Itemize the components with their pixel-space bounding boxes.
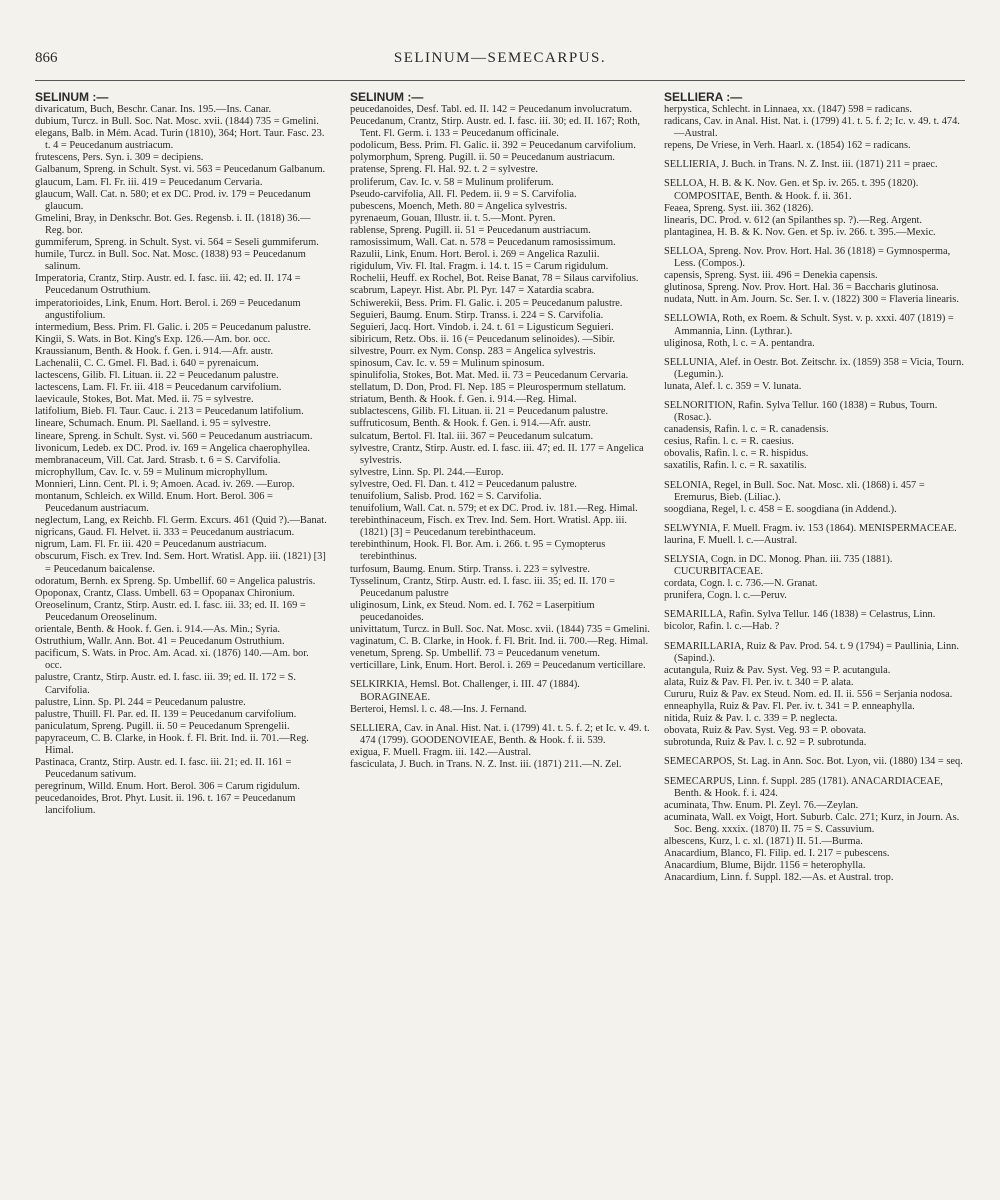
section-heading: SELLIERA :—: [664, 91, 743, 104]
index-entry: Seguieri, Baumg. Enum. Stirp. Transs. i. 224 = S. Carvifolia.: [350, 309, 604, 321]
index-entry: nigricans, Gaud. Fl. Helvet. ii. 333 = Peucedanum austriacum.: [35, 527, 295, 539]
index-entry: Gmelini, Bray, in Denkschr. Bot. Ges. Regensb. i. II. (1818) 36.—Reg. bor.: [35, 212, 311, 236]
index-entry: SELLOWIA, Roth, ex Roem. & Schult. Syst. v. p. xxxi. 407 (1819) = Ammannia, Linn. (Lythrar.).: [664, 313, 954, 337]
index-entry: Schiwerekii, Bess. Prim. Fl. Galic. i. 205 = Peucedanum palustre.: [350, 297, 623, 309]
entry-gap: [664, 516, 964, 523]
entry-gap: [664, 547, 964, 554]
index-entry: spinosum, Cav. Ic. v. 59 = Mulinum spinosum.: [350, 357, 545, 369]
index-entry: palustre, Thuill. Fl. Par. ed. II. 139 = Peucedanum carvifolium.: [35, 708, 297, 720]
index-entry: venetum, Spreng. Sp. Umbellif. 73 = Peucedanum venetum.: [350, 648, 600, 660]
index-entry: neglectum, Lang, ex Reichb. Fl. Germ. Excurs. 461 (Quid ?).—Banat.: [35, 515, 327, 527]
index-entry: Razulii, Link, Enum. Hort. Berol. i. 269 = Angelica Razulii.: [350, 249, 600, 261]
index-entry: obovalis, Rafin. l. c. = R. hispidus.: [664, 448, 809, 460]
index-entry: microphyllum, Cav. Ic. v. 59 = Mulinum microphyllum.: [35, 466, 268, 478]
page-header: [35, 50, 965, 74]
index-entry: montanum, Schleich. ex Willd. Enum. Hort. Berol. 306 = Peucedanum austriacum.: [35, 491, 273, 515]
entry-gap: [664, 749, 964, 756]
index-entry: elegans, Balb. in Mém. Acad. Turin (1810), 364; Hort. Taur. Fasc. 23. t. 4 = Peucedanum austriacum.: [35, 128, 325, 152]
index-entry: SELLIERIA, J. Buch. in Trans. N. Z. Inst. iii. (1871) 211 = praec.: [664, 159, 938, 171]
index-entry: acutangula, Ruiz & Pav. Syst. Veg. 93 = P. acutangula.: [664, 664, 891, 676]
index-entry: lineare, Spreng. in Schult. Syst. vi. 560 = Peucedanum austriacum.: [35, 430, 313, 442]
index-entry: cesius, Rafin. l. c. = R. caesius.: [664, 436, 794, 448]
index-entry: bicolor, Rafin. l. c.—Hab. ?: [664, 621, 780, 633]
index-entry: Pastinaca, Crantz, Stirp. Austr. ed. I. fasc. iii. 21; ed. II. 161 = Peucedanum sativum.: [35, 757, 292, 781]
index-entry: orientale, Benth. & Hook. f. Gen. i. 914.—As. Min.; Syria.: [35, 624, 281, 636]
index-entry: subrotunda, Ruiz & Pav. l. c. 92 = P. subrotunda.: [664, 737, 867, 749]
index-entry: pratense, Spreng. Fl. Hal. 92. t. 2 = sylvestre.: [350, 164, 538, 176]
index-entry: herpystica, Schlecht. in Linnaea, xx. (1847) 598 = radicans.: [664, 104, 912, 115]
index-entry: nigrum, Lam. Fl. Fr. iii. 420 = Peucedanum austriacum.: [35, 539, 267, 551]
index-entry: intermedium, Bess. Prim. Fl. Galic. i. 205 = Peucedanum palustre.: [35, 321, 311, 333]
index-entry: Berteroi, Hemsl. l. c. 48.—Ins. J. Fernand.: [350, 703, 527, 715]
index-entry: paniculatum, Spreng. Pugill. ii. 50 = Peucedanum Sprengelii.: [35, 720, 290, 732]
index-entry: linearis, DC. Prod. v. 612 (an Spilanthes sp. ?).—Reg. Argent.: [664, 214, 923, 226]
index-entry: palustre, Crantz, Stirp. Austr. ed. I. fasc. iii. 39; ed. II. 172 = S. Carvifolia.: [35, 672, 296, 696]
index-entry: Kingii, S. Wats. in Bot. King's Exp. 126.—Am. bor. occ.: [35, 333, 271, 345]
index-entry: spinulifolia, Stokes, Bot. Mat. Med. ii. 73 = Peucedanum Cervaria.: [350, 370, 629, 382]
entry-gap: [350, 716, 650, 723]
entry-gap: [664, 350, 964, 357]
index-entry: SEMARILLA, Rafin. Sylva Tellur. 146 (1838) = Celastrus, Linn.: [664, 609, 936, 621]
index-entry: Lachenalii, C. C. Gmel. Fl. Bad. i. 640 = pyrenaicum.: [35, 357, 259, 369]
index-entry: SELLIERA, Cav. in Anal. Hist. Nat. i. (1799) 41. t. 5. f. 2; et Ic. v. 49. t. 474 (1799). GOODENOVIEAE, Benth. & Hook. f. ii. 539.: [350, 722, 650, 746]
index-entry: verticillare, Link, Enum. Hort. Berol. i. 269 = Peucedanum verticillare.: [350, 660, 646, 672]
entry-gap: [664, 769, 964, 776]
index-entry: scabrum, Lapeyr. Hist. Abr. Pl. Pyr. 147 = Xatardia scabra.: [350, 285, 595, 297]
index-entry: peucedanoides, Brot. Phyt. Lusit. ii. 196. t. 167 = Peucedanum lancifolium.: [35, 793, 296, 817]
index-entry: SELLOA, Spreng. Nov. Prov. Hort. Hal. 36 (1818) = Gymnosperma, Less. (Compos.).: [664, 245, 951, 270]
index-entry: sylvestre, Linn. Sp. Pl. 244.—Europ.: [350, 466, 504, 478]
index-entry: peregrinum, Willd. Enum. Hort. Berol. 306 = Carum rigidulum.: [35, 781, 300, 793]
index-entry: enneaphylla, Ruiz & Pav. Fl. Per. iv. t. 341 = P. enneaphylla.: [664, 701, 915, 713]
index-entry: uliginosa, Roth, l. c. = A. pentandra.: [664, 337, 815, 349]
index-entry: tenuifolium, Salisb. Prod. 162 = S. Carvifolia.: [350, 491, 542, 502]
index-entry: frutescens, Pers. Syn. i. 309 = decipiens.: [35, 152, 204, 164]
index-entry: dubium, Turcz. in Bull. Soc. Nat. Mosc. xvii. (1844) 735 = Gmelini.: [35, 116, 319, 128]
index-entry: Opoponax, Crantz, Class. Umbell. 63 = Opopanax Chironium.: [35, 587, 295, 599]
index-entry: plantaginea, H. B. & K. Nov. Gen. et Sp. iv. 266. t. 395.—Mexic.: [664, 226, 936, 238]
index-entry: laurina, F. Muell. l. c.—Austral.: [664, 534, 798, 546]
index-entry: canadensis, Rafin. l. c. = R. canadensis.: [664, 424, 829, 436]
index-entry: SEMECARPOS, St. Lag. in Ann. Soc. Bot. Lyon, vii. (1880) 134 = seq.: [664, 756, 963, 768]
index-entry: obscurum, Fisch. ex Trev. Ind. Sem. Hort. Wratisl. App. iii. (1821) [3] = Peucedanum baicalense.: [35, 551, 326, 575]
index-entry: glaucum, Wall. Cat. n. 580; et ex DC. Prod. iv. 179 = Peucedanum glaucum.: [35, 188, 311, 212]
index-entry: acuminata, Thw. Enum. Pl. Zeyl. 76.—Zeylan.: [664, 799, 859, 811]
index-entry: SELWYNIA, F. Muell. Fragm. iv. 153 (1864). MENISPERMACEAE.: [664, 522, 957, 534]
index-entry: striatum, Benth. & Hook. f. Gen. i. 914.—Reg. Himal.: [350, 394, 577, 406]
index-entry: SELYSIA, Cogn. in DC. Monog. Phan. iii. 735 (1881). CUCURBITACEAE.: [664, 554, 893, 578]
entry-gap: [664, 171, 964, 178]
index-entry: cordata, Cogn. l. c. 736.—N. Granat.: [664, 578, 818, 590]
index-entry: glutinosa, Spreng. Nov. Prov. Hort. Hal. 36 = Baccharis glutinosa.: [664, 282, 939, 294]
index-entry: lactescens, Lam. Fl. Fr. iii. 418 = Peucedanum carvifolium.: [35, 382, 282, 394]
index-entry: pubescens, Moench, Meth. 80 = Angelica sylvestris.: [350, 200, 568, 212]
index-entry: gummiferum, Spreng. in Schult. Syst. vi. 564 = Seseli gummiferum.: [35, 237, 319, 249]
index-entry: glaucum, Lam. Fl. Fr. iii. 419 = Peucedanum Cervaria.: [35, 176, 263, 188]
index-entry: univittatum, Turcz. in Bull. Soc. Nat. Mosc. xvii. (1844) 735 = Gmelini.: [350, 624, 650, 636]
index-entry: proliferum, Cav. Ic. v. 58 = Mulinum proliferum.: [350, 176, 554, 188]
index-entry: Monnieri, Linn. Cent. Pl. i. 9; Amoen. Acad. iv. 269. —Europ.: [35, 478, 295, 490]
index-entry: SEMECARPUS, Linn. f. Suppl. 285 (1781). ANACARDIACEAE, Benth. & Hook. f. i. 424.: [664, 775, 943, 799]
index-entry: rablense, Spreng. Pugill. ii. 51 = Peucedanum austriacum.: [350, 224, 591, 236]
index-entry: Feaea, Spreng. Syst. iii. 362 (1826).: [664, 202, 814, 214]
index-entry: palustre, Linn. Sp. Pl. 244 = Peucedanum palustre.: [35, 696, 246, 708]
index-entry: terebinthinum, Hook. Fl. Bor. Am. i. 266. t. 95 = Cymopterus terebinthinus.: [350, 539, 606, 563]
index-entry: lineare, Schumach. Enum. Pl. Saelland. i. 95 = sylvestre.: [35, 418, 271, 430]
section-heading: SELINUM :—: [35, 91, 109, 104]
index-entry: stellatum, D. Don, Prod. Fl. Nep. 185 = Pleurospermum stellatum.: [350, 382, 626, 394]
column-3: [664, 91, 964, 1196]
entry-gap: [664, 306, 964, 313]
index-entry: Kraussianum, Benth. & Hook. f. Gen. i. 914.—Afr. austr.: [35, 345, 274, 357]
index-entry: Imperatoria, Crantz, Stirp. Austr. ed. I. fasc. iii. 42; ed. II. 174 = Peucedanum Ostruthium.: [35, 273, 301, 297]
index-entry: pacificum, S. Wats. in Proc. Am. Acad. xi. (1876) 140.—Am. bor. occ.: [35, 648, 309, 672]
entry-gap: [350, 672, 650, 679]
index-entry: odoratum, Bernh. ex Spreng. Sp. Umbellif. 60 = Angelica palustris.: [35, 575, 316, 587]
index-entry: repens, De Vriese, in Verh. Haarl. x. (1854) 162 = radicans.: [664, 140, 911, 152]
index-entry: Oreoselinum, Crantz, Stirp. Austr. ed. I. fasc. iii. 33; ed. II. 169 = Peucedanum Oreoselinum.: [35, 599, 306, 623]
index-entry: Cururu, Ruiz & Pav. ex Steud. Nom. ed. II. ii. 556 = Serjania nodosa.: [664, 688, 953, 700]
index-entry: livonicum, Ledeb. ex DC. Prod. iv. 169 = Angelica chaerophyllea.: [35, 442, 310, 454]
index-entry: SELKIRKIA, Hemsl. Bot. Challenger, i. III. 47 (1884). BORAGINEAE.: [350, 679, 580, 703]
index-entry: Galbanum, Spreng. in Schult. Syst. vi. 563 = Peucedanum Galbanum.: [35, 164, 326, 176]
index-entry: tenuifolium, Wall. Cat. n. 579; et ex DC. Prod. iv. 181.—Reg. Himal.: [350, 503, 638, 515]
index-entry: polymorphum, Spreng. Pugill. ii. 50 = Peucedanum austriacum.: [350, 152, 616, 164]
index-entry: Anacardium, Blume, Bijdr. 1156 = heterophylla.: [664, 860, 866, 872]
entry-gap: [664, 602, 964, 609]
index-entry: Rochelii, Heuff. ex Rochel, Bot. Reise Banat, 78 = Silaus carvifolius.: [350, 273, 639, 285]
index-entry: radicans, Cav. in Anal. Hist. Nat. i. (1799) 41. t. 5. f. 2; Ic. v. 49. t. 474.—Austral.: [664, 116, 960, 140]
index-entry: sylvestre, Crantz, Stirp. Austr. ed. I. fasc. iii. 47; ed. II. 177 = Angelica sylvestris.: [350, 442, 644, 466]
column-1: [35, 91, 327, 1196]
index-entry: terebinthinaceum, Fisch. ex Trev. Ind. Sem. Hort. Wratisl. App. iii. (1821) [3] = Peucedanum terebinthaceum.: [350, 515, 627, 539]
index-entry: Ostruthium, Wallr. Ann. Bot. 41 = Peucedanum Ostruthium.: [35, 636, 285, 648]
index-entry: SELONIA, Regel, in Bull. Soc. Nat. Mosc. xli. (1868) i. 457 = Eremurus, Bieb. (Liliac.).: [664, 479, 925, 503]
index-entry: obovata, Ruiz & Pav. Syst. Veg. 93 = P. obovata.: [664, 725, 867, 737]
index-entry: lactescens, Gilib. Fl. Lituan. ii. 22 = Peucedanum palustre.: [35, 370, 279, 382]
index-entry: SELLOA, H. B. & K. Nov. Gen. et Sp. iv. 265. t. 395 (1820). COMPOSITAE, Benth. & Hook. f. ii. 361.: [664, 178, 919, 202]
index-entry: SEMARILLARIA, Ruiz & Pav. Prod. 54. t. 9 (1794) = Paullinia, Linn. (Sapind.).: [664, 640, 959, 664]
index-entry: uliginosum, Link, ex Steud. Nom. ed. I. 762 = Laserpitium peucedanoides.: [350, 599, 595, 623]
header-rule: [35, 80, 965, 81]
entry-gap: [664, 473, 964, 480]
index-entry: humile, Turcz. in Bull. Soc. Nat. Mosc. (1838) 93 = Peucedanum salinum.: [35, 249, 306, 273]
index-entry: saxatilis, Rafin. l. c. = R. saxatilis.: [664, 460, 807, 472]
index-entry: silvestre, Pourr. ex Nym. Consp. 283 = Angelica sylvestris.: [350, 345, 596, 357]
index-entry: podolicum, Bess. Prim. Fl. Galic. ii. 392 = Peucedanum carvifolium.: [350, 140, 636, 152]
index-entry: capensis, Spreng. Syst. iii. 496 = Denekia capensis.: [664, 270, 878, 282]
index-entry: Seguieri, Jacq. Hort. Vindob. i. 24. t. 61 = Ligusticum Seguieri.: [350, 321, 614, 333]
entry-gap: [664, 152, 964, 159]
index-entry: exigua, F. Muell. Fragm. iii. 142.—Austral.: [350, 746, 531, 758]
index-entry: membranaceum, Vill. Cat. Jard. Strasb. t. 6 = S. Carvifolia.: [35, 454, 281, 466]
index-entry: alata, Ruiz & Pav. Fl. Per. iv. t. 340 = P. alata.: [664, 676, 854, 688]
index-entry: Anacardium, Linn. f. Suppl. 182.—As. et Austral. trop.: [664, 872, 894, 884]
running-head: SELINUM—SEMECARPUS.: [393, 50, 607, 66]
index-entry: Tysselinum, Crantz, Stirp. Austr. ed. I. fasc. iii. 35; ed. II. 170 = Peucedanum palustre: [350, 575, 615, 599]
index-entry: SELLUNIA, Alef. in Oestr. Bot. Zeitschr. ix. (1859) 358 = Vicia, Tourn. (Legumin.).: [664, 356, 964, 380]
index-entry: SELNORITION, Rafin. Sylva Tellur. 160 (1838) = Rubus, Tourn. (Rosac.).: [664, 399, 938, 424]
index-entry: lunata, Alef. l. c. 359 = V. lunata.: [664, 380, 802, 392]
index-entry: latifolium, Bieb. Fl. Taur. Cauc. i. 213 = Peucedanum latifolium.: [35, 406, 304, 418]
entry-gap: [664, 393, 964, 400]
index-entry: rigidulum, Viv. Fl. Ital. Fragm. i. 14. t. 15 = Carum rigidulum.: [350, 261, 609, 273]
index-entry: sylvestre, Oed. Fl. Dan. t. 412 = Peucedanum palustre.: [350, 478, 577, 490]
index-entry: albescens, Kurz, l. c. xl. (1871) II. 51.—Burma.: [664, 835, 863, 847]
index-entry: nudata, Nutt. in Am. Journ. Sc. Ser. I. v. (1822) 300 = Flaveria linearis.: [664, 294, 959, 306]
page-number: 866: [35, 50, 58, 66]
index-entry: sublactescens, Gilib. Fl. Lituan. ii. 21 = Peucedanum palustre.: [350, 406, 609, 418]
index-entry: Pseudo-carvifolia, All. Fl. Pedem. ii. 9 = S. Carvifolia.: [350, 188, 577, 200]
index-entry: ramosissimum, Wall. Cat. n. 578 = Peucedanum ramosissimum.: [350, 237, 616, 249]
entry-gap: [664, 239, 964, 246]
index-entry: peucedanoides, Desf. Tabl. ed. II. 142 = Peucedanum involucratum.: [350, 104, 632, 115]
index-entry: vaginatum, C. B. Clarke, in Hook. f. Fl. Brit. Ind. ii. 700.—Reg. Himal.: [350, 636, 649, 648]
index-entry: prunifera, Cogn. l. c.—Peruv.: [664, 590, 787, 602]
index-entry: Peucedanum, Crantz, Stirp. Austr. ed. I. fasc. iii. 30; ed. II. 167; Roth, Tent. Fl. Germ. i. 133 = Peucedanum officinale.: [350, 116, 641, 140]
index-entry: pyrenaeum, Gouan, Illustr. ii. t. 5.—Mont. Pyren.: [350, 212, 556, 224]
index-entry: suffruticosum, Benth. & Hook. f. Gen. i. 914.—Afr. austr.: [350, 418, 591, 430]
index-entry: imperatorioides, Link, Enum. Hort. Berol. i. 269 = Peucedanum angustifolium.: [35, 297, 301, 321]
index-entry: soogdiana, Regel, l. c. 458 = E. soogdiana (in Addend.).: [664, 503, 897, 515]
entry-gap: [664, 634, 964, 641]
column-2: [350, 91, 650, 1196]
index-entry: nitida, Ruiz & Pav. l. c. 339 = P. neglecta.: [664, 713, 838, 725]
index-entry: Anacardium, Blanco, Fl. Filip. ed. I. 217 = pubescens.: [664, 848, 890, 860]
index-entry: papyraceum, C. B. Clarke, in Hook. f. Fl. Brit. Ind. ii. 701.—Reg. Himal.: [35, 732, 309, 756]
section-heading: SELINUM :—: [350, 91, 424, 104]
index-entry: laevicaule, Stokes, Bot. Mat. Med. ii. 75 = sylvestre.: [35, 394, 254, 406]
index-entry: turfosum, Baumg. Enum. Stirp. Transs. i. 223 = sylvestre.: [350, 563, 590, 575]
index-entry: acuminata, Wall. ex Voigt, Hort. Suburb. Calc. 271; Kurz, in Journ. As. Soc. Beng. xxxix. (1870) II. 75 = S. Cassuvium.: [664, 811, 960, 835]
index-entry: fasciculata, J. Buch. in Trans. N. Z. Inst. iii. (1871) 211.—N. Zel.: [350, 758, 622, 770]
index-entry: sulcatum, Bertol. Fl. Ital. iii. 367 = Peucedanum sulcatum.: [350, 430, 594, 442]
index-entry: sibiricum, Retz. Obs. ii. 16 (= Peucedanum selinoides). —Sibir.: [350, 333, 616, 345]
index-entry: divaricatum, Buch, Beschr. Canar. Ins. 195.—Ins. Canar.: [35, 104, 272, 115]
